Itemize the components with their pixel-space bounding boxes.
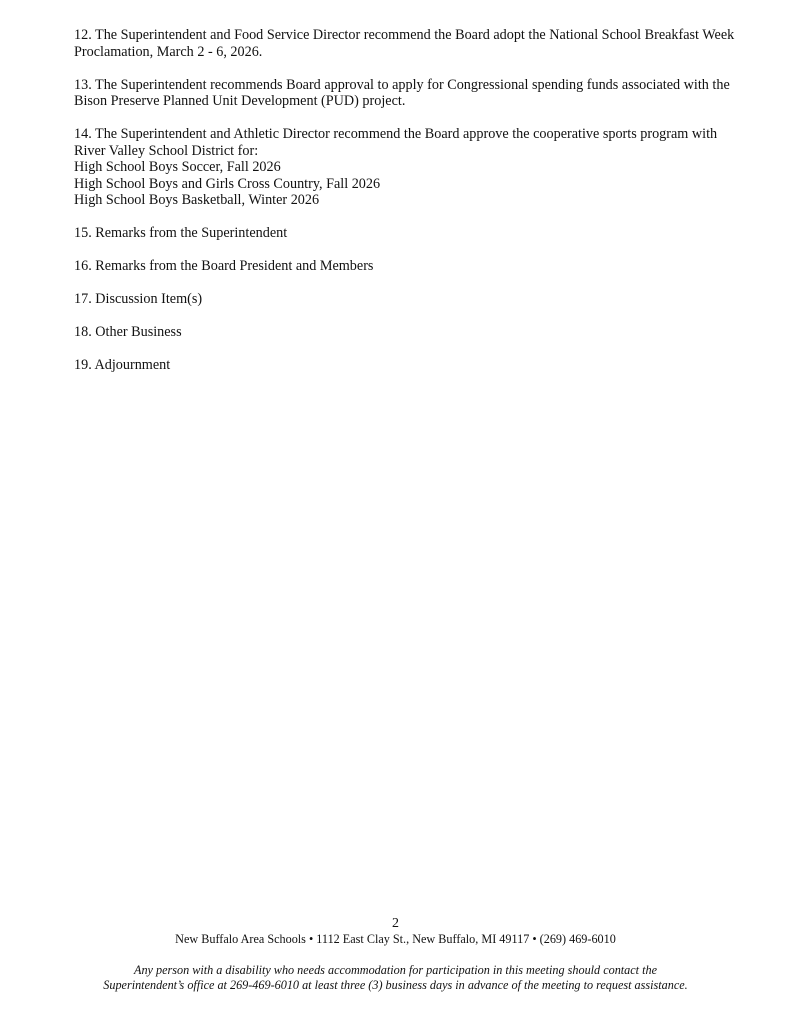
agenda-item-15 <box>74 225 754 242</box>
agenda-item-line: 14. The Superintendent and Athletic Director recommend the Board approve the cooperative sports program with <box>74 126 718 142</box>
agenda-item-12 <box>74 27 754 60</box>
page-number: 2 <box>392 916 399 931</box>
agenda-item-line: 13. The Superintendent recommends Board approval to apply for Congressional spending funds associated with the <box>74 76 730 93</box>
agenda-item-line: 15. Remarks from the Superintendent <box>74 225 288 241</box>
sports-program-entry: High School Boys Basketball, Winter 2026 <box>74 192 320 208</box>
agenda-item-19 <box>74 357 754 374</box>
agenda-item-13 <box>74 77 754 110</box>
agenda-item-18 <box>74 324 754 341</box>
accessibility-notice-line: Superintendent’s office at 269-469-6010 at least three (3) business days in advance of the meeting to request assistance. <box>103 978 688 992</box>
sports-program-entry: High School Boys and Girls Cross Country, Fall 2026 <box>74 175 381 192</box>
agenda-item-line: 16. Remarks from the Board President and Members <box>74 258 374 274</box>
footer-address: New Buffalo Area Schools • 1112 East Clay St., New Buffalo, MI 49117 • (269) 469-6010 <box>175 932 616 946</box>
sports-program-entry: High School Boys Soccer, Fall 2026 <box>74 159 281 175</box>
accessibility-notice-line: Any person with a disability who needs accommodation for participation in this meeting should contact the <box>134 963 657 977</box>
agenda-list <box>74 27 754 390</box>
agenda-item-17 <box>74 291 754 308</box>
agenda-item-line: Proclamation, March 2 - 6, 2026. <box>74 43 263 60</box>
agenda-item-16 <box>74 258 754 275</box>
agenda-item-line: 12. The Superintendent and Food Service Director recommend the Board adopt the National School Breakfast Week <box>74 27 735 43</box>
accessibility-notice <box>0 963 791 993</box>
agenda-item-line: River Valley School District for: <box>74 142 259 159</box>
agenda-item-line: 19. Adjournment <box>74 357 171 373</box>
agenda-item-14 <box>74 126 754 209</box>
agenda-item-line: Bison Preserve Planned Unit Development (PUD) project. <box>74 93 406 109</box>
agenda-item-line: 17. Discussion Item(s) <box>74 291 203 307</box>
agenda-item-line: 18. Other Business <box>74 324 182 340</box>
